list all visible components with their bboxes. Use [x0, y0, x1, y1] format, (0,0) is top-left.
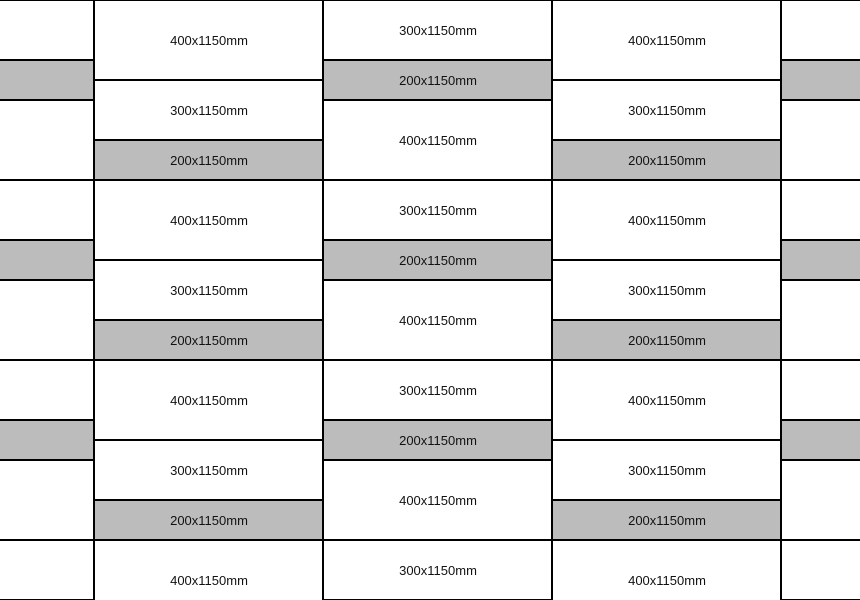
tile-400x1150 [551, 0, 783, 81]
tile-200x1150 [780, 59, 860, 101]
tile-300x1150 [0, 0, 95, 61]
tile-400x1150 [780, 279, 860, 361]
tile-400x1150 [93, 179, 325, 261]
tile-label: 200x1150mm [399, 72, 477, 88]
tile-300x1150 [780, 359, 860, 421]
tile-400x1150 [93, 539, 325, 600]
tile-label: 300x1150mm [399, 562, 477, 578]
tile-200x1150 [93, 499, 325, 541]
tile-400x1150 [780, 99, 860, 181]
tile-label: 300x1150mm [170, 282, 248, 298]
tile-300x1150 [93, 439, 325, 501]
tile-200x1150 [93, 139, 325, 181]
tile-400x1150 [322, 99, 554, 181]
tile-300x1150 [322, 539, 554, 600]
tile-200x1150 [551, 319, 783, 361]
tile-label: 400x1150mm [628, 572, 706, 588]
tile-400x1150 [551, 179, 783, 261]
tile-label: 400x1150mm [628, 32, 706, 48]
tile-label: 300x1150mm [628, 102, 706, 118]
tile-400x1150 [322, 459, 554, 541]
tile-400x1150 [0, 279, 95, 361]
tile-label: 300x1150mm [628, 462, 706, 478]
tile-label: 300x1150mm [399, 382, 477, 398]
tile-200x1150 [0, 59, 95, 101]
tile-400x1150 [780, 459, 860, 541]
tile-label: 200x1150mm [628, 332, 706, 348]
tile-200x1150 [322, 239, 554, 281]
tile-400x1150 [93, 359, 325, 441]
tile-label: 200x1150mm [170, 512, 248, 528]
tile-200x1150 [322, 59, 554, 101]
tile-300x1150 [0, 539, 95, 600]
tile-label: 300x1150mm [170, 462, 248, 478]
tile-200x1150 [93, 319, 325, 361]
tile-200x1150 [322, 419, 554, 461]
tile-200x1150 [0, 239, 95, 281]
tile-300x1150 [780, 0, 860, 61]
tile-label: 200x1150mm [170, 152, 248, 168]
tile-300x1150 [93, 259, 325, 321]
tile-label: 300x1150mm [399, 202, 477, 218]
tile-label: 400x1150mm [628, 392, 706, 408]
tile-label: 400x1150mm [399, 492, 477, 508]
tile-300x1150 [551, 439, 783, 501]
tile-label: 400x1150mm [399, 312, 477, 328]
tile-300x1150 [551, 79, 783, 141]
tile-300x1150 [322, 179, 554, 241]
tile-300x1150 [322, 0, 554, 61]
tile-400x1150 [0, 459, 95, 541]
tile-300x1150 [0, 179, 95, 241]
tile-400x1150 [93, 0, 325, 81]
tile-label: 400x1150mm [170, 572, 248, 588]
tile-400x1150 [322, 279, 554, 361]
tile-label: 400x1150mm [399, 132, 477, 148]
tile-400x1150 [551, 359, 783, 441]
tile-300x1150 [780, 539, 860, 600]
tile-300x1150 [780, 179, 860, 241]
tile-label: 400x1150mm [628, 212, 706, 228]
tile-label: 300x1150mm [628, 282, 706, 298]
tile-label: 400x1150mm [170, 212, 248, 228]
tile-label: 200x1150mm [399, 252, 477, 268]
tile-label: 300x1150mm [399, 22, 477, 38]
tile-300x1150 [551, 259, 783, 321]
tile-label: 200x1150mm [628, 512, 706, 528]
tile-400x1150 [0, 99, 95, 181]
tile-200x1150 [0, 419, 95, 461]
tile-200x1150 [551, 499, 783, 541]
tile-label: 400x1150mm [170, 32, 248, 48]
tile-label: 400x1150mm [170, 392, 248, 408]
tile-200x1150 [780, 419, 860, 461]
tile-label: 200x1150mm [628, 152, 706, 168]
tile-200x1150 [551, 139, 783, 181]
tile-300x1150 [0, 359, 95, 421]
tile-label: 200x1150mm [399, 432, 477, 448]
tile-200x1150 [780, 239, 860, 281]
tile-400x1150 [551, 539, 783, 600]
tile-label: 300x1150mm [170, 102, 248, 118]
tile-300x1150 [93, 79, 325, 141]
tile-300x1150 [322, 359, 554, 421]
tile-label: 200x1150mm [170, 332, 248, 348]
